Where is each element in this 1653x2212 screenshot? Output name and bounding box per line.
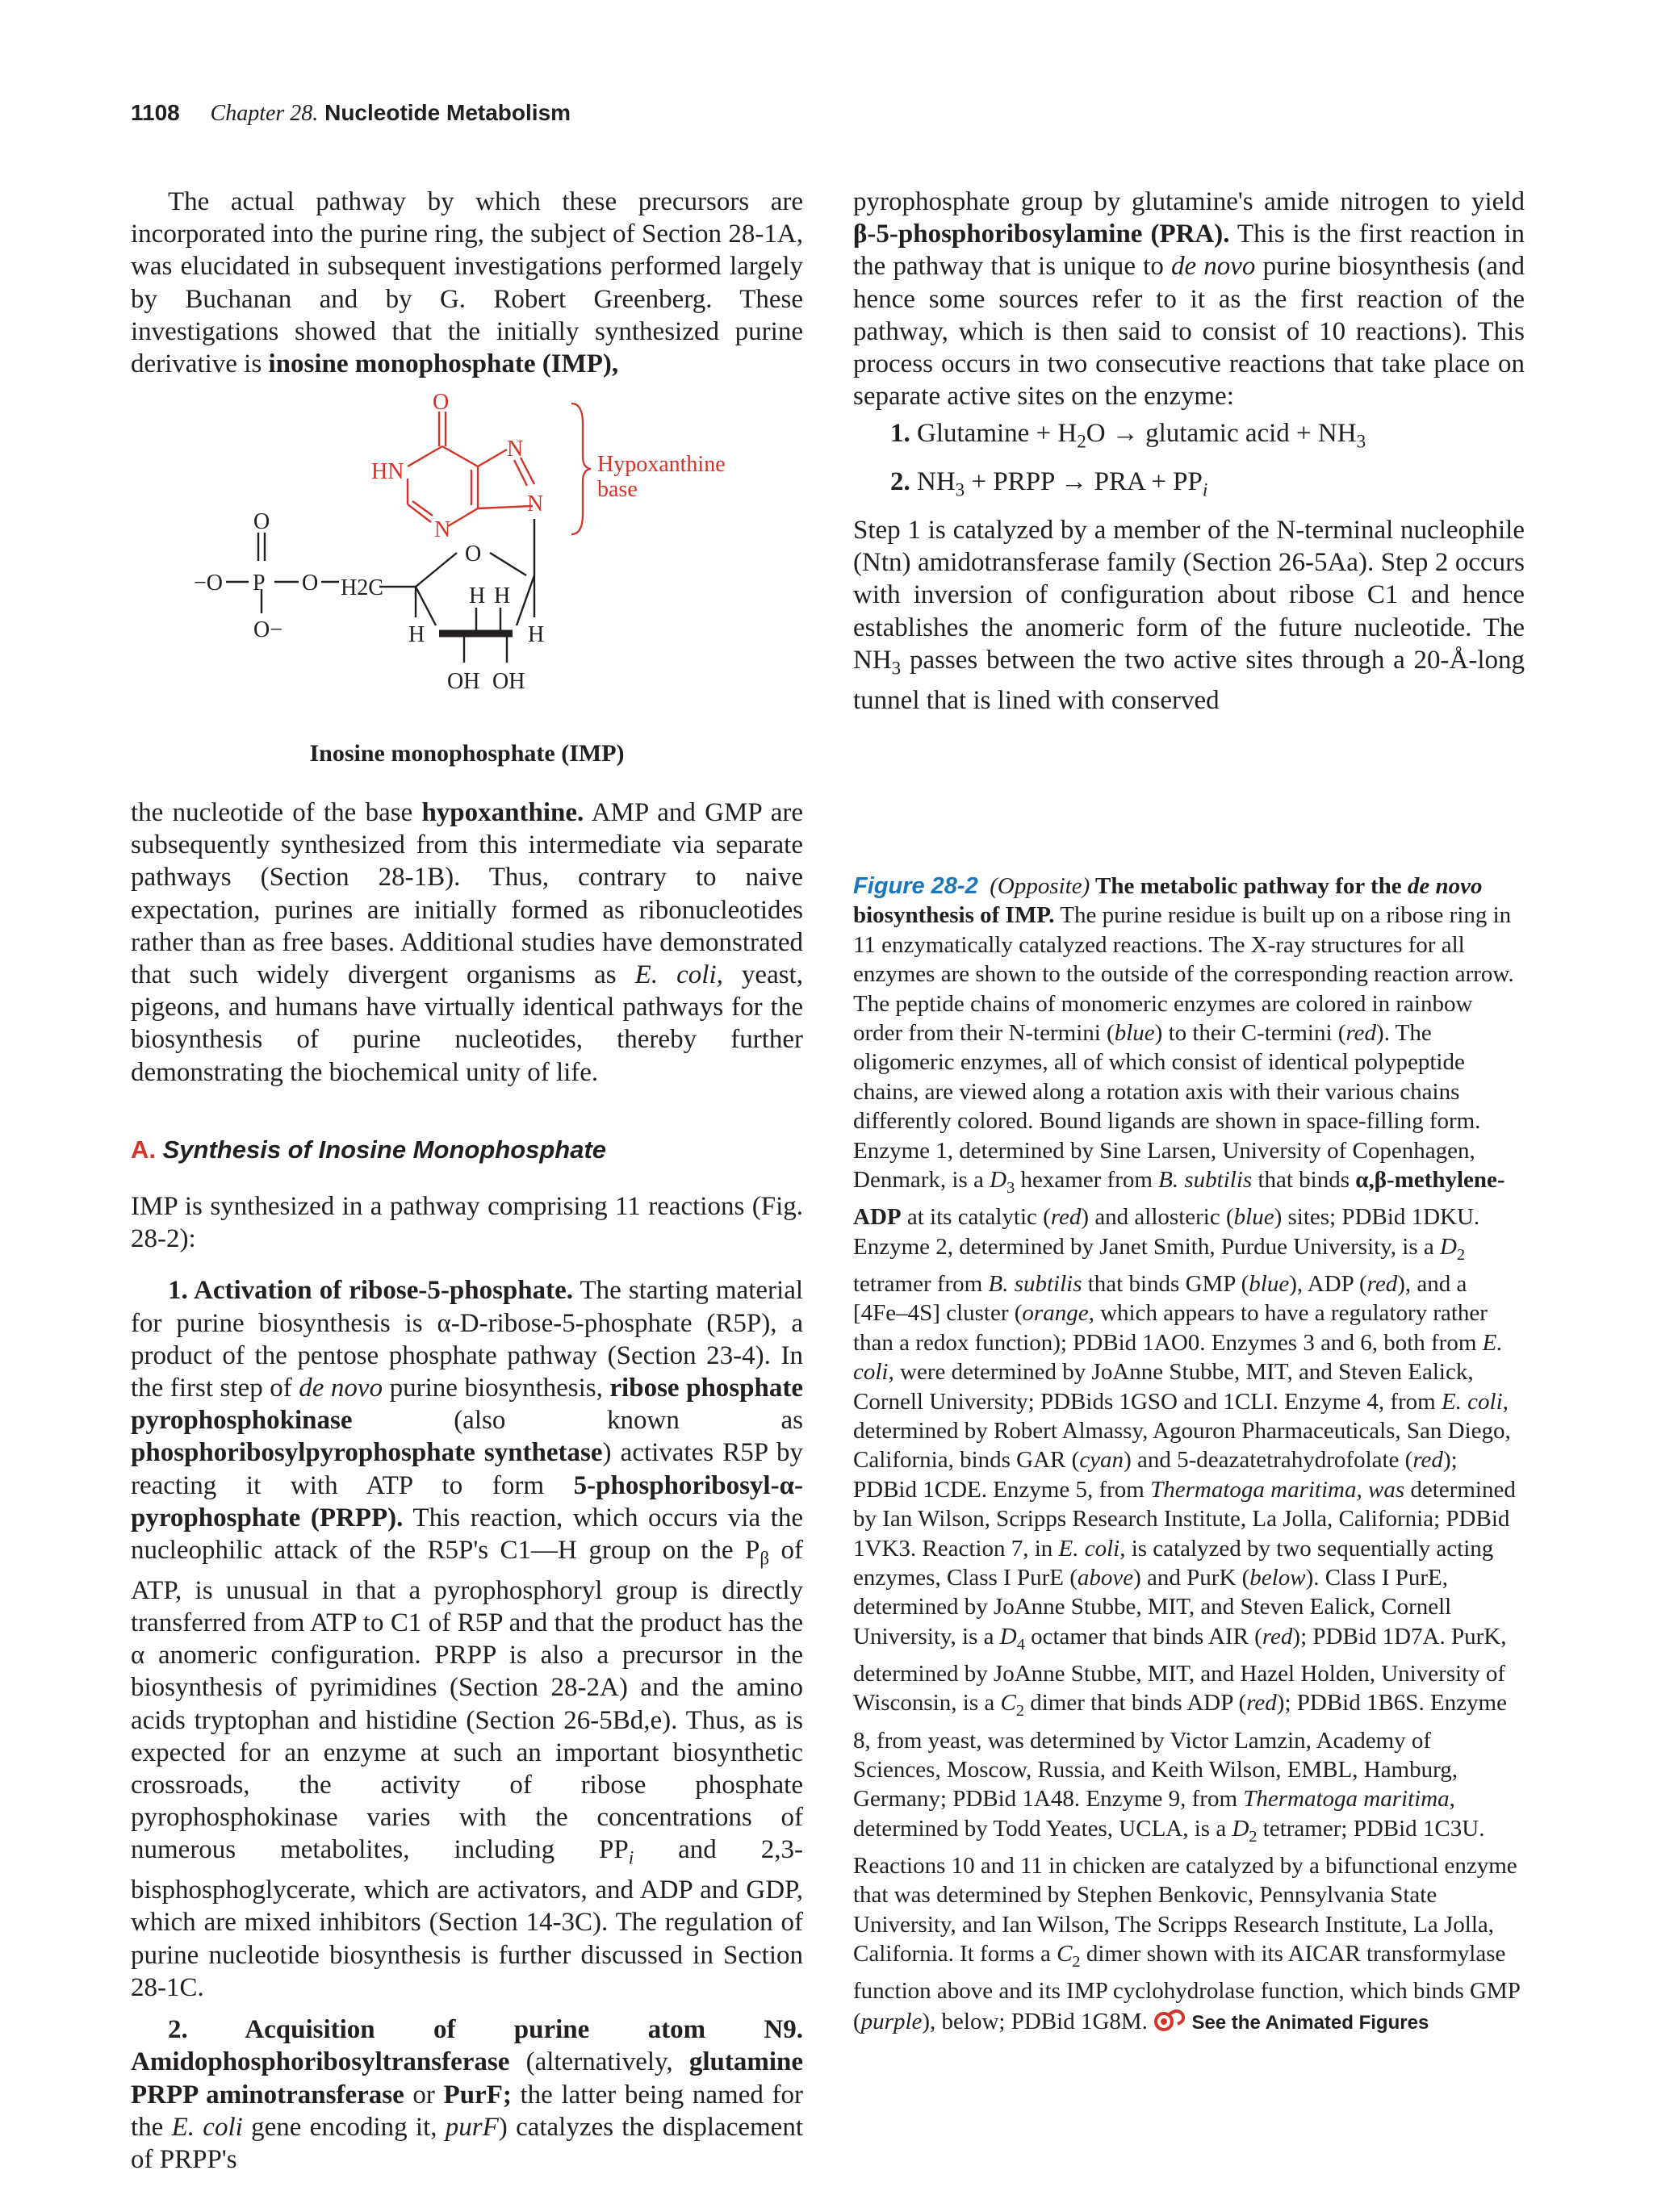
hypoxanthine-brace	[571, 404, 591, 534]
imp-structure-diagram	[169, 391, 783, 746]
h2-label: H	[494, 583, 511, 608]
chapter-label: Chapter 28.	[210, 101, 319, 126]
paragraph-step-1: 1. Activation of ribose-5-phosphate. The starting material for purine biosynthesis is α-D-ribose-5-phosphate (R5P), a product of the pentose phosphate pathway (Section 23-4). In the first step of de novo purine biosynthesis, ribose phosphate pyrophosphokinase (also known as phosphoribosylpyrophosphate synthetase) activates R5P by reacting it with ATP to form 5-phosphoribosyl-α-pyrophosphate (PRPP). This reaction, which occurs via the nucleophilic attack of the R5P's C1—H group on the $P_\beta$ of ATP, is unusual in that a pyrophosphoryl group is directly transferred from ATP to C1 of R5P and that the product has the α anomeric configuration. PRPP is also a precursor in the biosynthesis of pyrimidines (Section 28-2A) and the amino acids tryptophan and histidine (Section 26-5Bd,e). Thus, as is expected for an enzyme at such an important biosynthetic crossroads, the activity of ribose phosphate pyrophosphokinase varies with the concentrations of numerous metabolites, including $PP_i$ and 2,3-bisphosphoglycerate, which are activators, and ADP and GDP, which are mixed inhibitors (Section 14-3C). The regulation of purine nucleotide biosynthesis is further discussed in Section 28-1C.	[131, 1276, 804, 2002]
equation-2: 2. $NH_3$ + PRPP → PRA + $PP_i$	[890, 467, 1208, 500]
phosphoryl-oxygen: O	[253, 509, 270, 534]
hypoxanthine-ring	[408, 412, 534, 526]
n9-label: N	[527, 491, 544, 516]
right-paragraph-1: pyrophosphate group by glutamine's amide nitrogen to yield β-5-phosphoribosylamine (PRA). This is the first reaction in the pathway that is unique to de novo purine biosynthesis (and hence some sources refer to it as the first reaction of the pathway, which is then said to consist of 10 reactions). This process occurs in two consecutive reactions that take place on separate active sites on the enzyme:	[853, 187, 1525, 412]
paragraph-step-2: 2. Acquisition of purine atom N9. Amidophosphoribosyltransferase (alternatively, glutamine PRPP aminotransferase or PurF; the latter being named for the E. coli gene encoding it, purF) catalyzes the displacement of PRPP's	[131, 2015, 803, 2174]
hypoxanthine-label: Hypoxanthine	[597, 452, 726, 477]
c5-ch2-label: H2C	[341, 575, 383, 600]
hydroxyl-2: OH	[492, 669, 525, 694]
phosphorus-label: P	[253, 571, 266, 596]
right-paragraph-2: Step 1 is catalyzed by a member of the N-terminal nucleophile (Ntn) amidotransferase family (Section 26-5Aa). Step 2 occurs with inversion of configuration about ribose C1 and hence establishes the anomeric form of the future nucleotide. The $NH_3$ passes between the two active sites through a 20-Å-long tunnel that is lined with conserved	[853, 516, 1525, 715]
n1-label: HN	[371, 459, 404, 484]
structure-caption: Inosine monophosphate (IMP)	[309, 740, 625, 767]
anionic-oxygen-left: −O	[194, 571, 224, 596]
chapter-title: Nucleotide Metabolism	[324, 100, 571, 125]
h4-label: H	[408, 622, 425, 647]
bridging-oxygen: O	[302, 571, 319, 596]
ring-oxygen: O	[465, 542, 482, 567]
left-column-top	[131, 186, 803, 380]
running-head	[131, 100, 571, 127]
hydroxyl-3: OH	[447, 669, 480, 694]
paragraph-1: The actual pathway by which these precursors are incorporated into the purine ring, the subject of Section 28-1A, was elucidated in subsequent investigations performed largely by Buchanan and by G. Robert Greenberg. These investigations showed that the initially synthesized purine derivative is inosine monophosphate (IMP),	[131, 187, 803, 379]
right-column-body	[853, 186, 1525, 717]
n7-label: N	[507, 437, 524, 462]
figure-caption: Figure 28-2 (Opposite) The metabolic pathway for the de novo biosynthesis of IMP. The purine residue is built up on a ribose ring in 11 enzymatically catalyzed reactions. The X-ray structures for all enzymes are shown to the outside of the corresponding reaction arrow. The peptide chains of monomeric enzymes are colored in rainbow order from their N-termini (blue) to their C-termini (red). The oligomeric enzymes, all of which consist of identical polypeptide chains, are viewed along a rotation axis with their various chains differently colored. Bound ligands are shown in space-filling form. Enzyme 1, determined by Sine Larsen, University of Copenhagen, Denmark, is a $D_3$ hexamer from B. subtilis that binds α,β-methylene-ADP at its catalytic (red) and allosteric (blue) sites; PDBid 1DKU. Enzyme 2, determined by Janet Smith, Purdue University, is a $D_2$ tetramer from B. subtilis that binds GMP (blue), ADP (red), and a [4Fe–4S] cluster (orange, which appears to have a regulatory rather than a redox function); PDBid 1AO0. Enzymes 3 and 6, both from E. coli, were determined by JoAnne Stubbe, MIT, and Steven Ealick, Cornell University; PDBids 1GSO and 1CLI. Enzyme 4, from E. coli, determined by Robert Almassy, Agouron Pharmaceuticals, San Diego, California, binds GAR (cyan) and 5-deazatetrahydrofolate (red); PDBid 1CDE. Enzyme 5, from Thermatoga maritima, was determined by Ian Wilson, Scripps Research Institute, La Jolla, California; PDBid 1VK3. Reaction 7, in E. coli, is catalyzed by two sequentially acting enzymes, Class I PurE (above) and PurK (below). Class I PurE, determined by JoAnne Stubbe, MIT, and Steven Ealick, Cornell University, is a $D_4$ octamer that binds AIR (red); PDBid 1D7A. PurK, determined by JoAnne Stubbe, MIT, and Hazel Holden, University of Wisconsin, is a $C_2$ dimer that binds ADP (red); PDBid 1B6S. Enzyme 8, from yeast, was determined by Victor Lamzin, Academy of Sciences, Moscow, Russia, and Keith Wilson, EMBL, Hamburg, Germany; PDBid 1A48. Enzyme 9, from Thermatoga maritima, determined by Todd Yeates, UCLA, is a $D_2$ tetramer; PDBid 1C3U. Reactions 10 and 11 in chicken are catalyzed by a bifunctional enzyme that was determined by Stephen Benkovic, Pennsylvania State University, and Ian Wilson, The Scripps Research Institute, La Jolla, California. It forms a $C_2$ dimer shown with its AICAR transformylase function above and its IMP cyclohydrolase function, which binds GMP (purple), below; PDBid 1G8M. See the Animated Figures	[853, 873, 1520, 2034]
figure-label: Figure 28-2	[853, 873, 978, 899]
base-label: base	[597, 477, 638, 502]
paragraph-2: the nucleotide of the base hypoxanthine. AMP and GMP are subsequently synthesized from this intermediate via separate pathways (Section 28-1B). Thus, contrary to naive expectation, purines are initially formed as ribonucleotides rather than as free bases. Additional studies have demonstrated that such widely divergent organisms as E. coli, yeast, pigeons, and humans have virtually identical pathways for the biosynthesis of purine nucleotides, thereby further demonstrating the biochemical unity of life.	[131, 798, 803, 1087]
n3-label: N	[434, 517, 451, 542]
h1-label: H	[528, 622, 545, 647]
anionic-oxygen-down: O−	[253, 617, 283, 642]
left-column-body	[131, 797, 803, 2176]
paragraph-3: IMP is synthesized in a pathway comprising 11 reactions (Fig. 28-2):	[131, 1192, 803, 1254]
h3-label: H	[469, 583, 486, 608]
animated-figures-link[interactable]: See the Animated Figures	[1153, 2009, 1429, 2034]
equation-1: 1. Glutamine + $H_2O$ → glutamic acid + $NH_3$	[890, 419, 1366, 453]
animation-icon	[1153, 2006, 1186, 2034]
section-heading: A. Synthesis of Inosine Monophosphate	[131, 1135, 607, 1164]
page-number: 1108	[131, 100, 180, 125]
carbonyl-oxygen: O	[433, 391, 450, 415]
